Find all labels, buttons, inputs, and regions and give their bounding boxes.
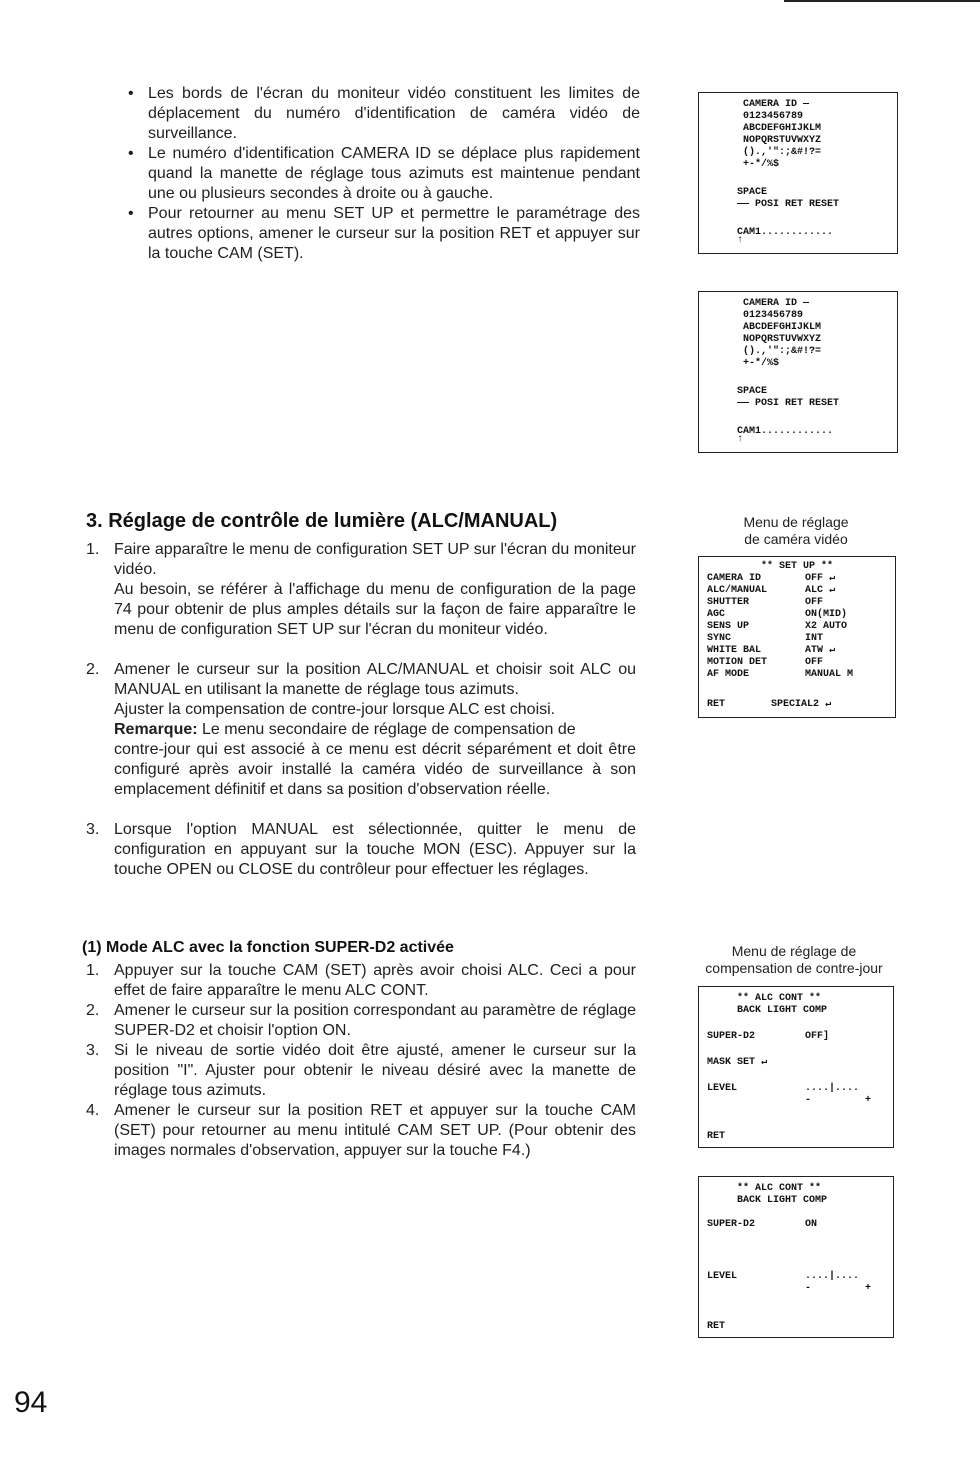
bullet-item: • Les bords de l'écran du moniteur vidéo constituent les limites de déplacement du numéro d'identification de caméra vidéo de surveillance. <box>128 85 640 142</box>
camera-id-screen-1: CAMERA ID ― 0123456789 ABCDEFGHIJKLM NOPQRSTUVWXYZ ().,'":;&#!?= +-*/%$ SPACE ―― POSI RET RESET CAM1............ ↑ <box>698 92 898 254</box>
sub1-step-1: 1. Appuyer sur la touche CAM (SET) après avoir choisi ALC. Ceci a pour effet de faire apparaître le menu ALC CONT. <box>86 962 636 999</box>
bullet-item: • Pour retourner au menu SET UP et permettre le paramétrage des autres options, amener le curseur sur la position RET et appuyer sur la touche CAM (SET). <box>128 205 640 262</box>
plus-icon: + <box>865 1095 872 1106</box>
section-heading: 3. Réglage de contrôle de lumière (ALC/MANUAL) <box>86 510 558 532</box>
screen-title: ** SET UP ** <box>761 561 834 572</box>
level-slider: ....|.... <box>805 1271 860 1282</box>
sub1-step-4: 4. Amener le curseur sur la position RET et appuyer sur la touche CAM (SET) pour retourner au menu intitulé CAM SET UP. (Pour obtenir des images normales d'observation, appuyer sur la touche F4.) <box>86 1102 636 1159</box>
minus-icon: - <box>805 1095 812 1106</box>
section3-step-2: 2. Amener le curseur sur la position ALC/MANUAL et choisir soit ALC ou MANUAL en utilisant la manette de réglage tous azimuts. Ajuster la compensation de contre-jour lorsque ALC est choisi. Remarque: Le menu secondaire de réglage de compensation de contre-jour qui est associé à ce menu est décrit séparément et doit être configuré après avoir installé la caméra vidéo de surveillance à son emplacement définitif et dans sa position d'observation réelle. <box>86 661 636 798</box>
level-slider: ....|.... <box>805 1083 860 1094</box>
bullet-list <box>128 84 640 264</box>
remark: Remarque: Le menu secondaire de réglage de compensation de contre-jour qui est associé à ce menu est décrit séparément et doit être configuré après avoir installé la caméra vidéo de surveillance à son emplacement définitif et dans sa position d'observation réelle. <box>114 721 636 798</box>
subsection-heading: (1) Mode ALC avec la fonction SUPER-D2 activée <box>82 939 454 956</box>
top-rule <box>784 0 980 2</box>
sub1-step-2: 2. Amener le curseur sur la position correspondant au paramètre de réglage SUPER-D2 et choisir l'option ON. <box>86 1002 636 1039</box>
alc-menu-caption: Menu de réglage de compensation de contre-jour <box>705 943 883 976</box>
setup-menu-screen: ** SET UP ** CAMERA ID OFF ↵ ALC/MANUAL ALC ↵ SHUTTER OFF AGC ON(MID) SENS UP X2 AUTO SYNC INT WHITE BAL ATW ↵ MOTION DET OFF AF MODE MANUAL M RET SPECIAL2 ↵ <box>698 556 896 718</box>
camera-id-screen-2: CAMERA ID ― 0123456789 ABCDEFGHIJKLM NOPQRSTUVWXYZ ().,'":;&#!?= +-*/%$ SPACE ―― POSI RET RESET CAM1............ ↑ <box>698 291 898 453</box>
screen-title: ** ALC CONT ** <box>737 993 822 1004</box>
sub1-step-3: 3. Si le niveau de sortie vidéo doit être ajusté, amener le curseur sur la position "I". Ajuster pour obtenir le niveau désiré avec la manette de réglage tous azimuts. <box>86 1042 636 1099</box>
cursor-arrow-icon: ↑ <box>737 235 744 246</box>
minus-icon: - <box>805 1283 812 1294</box>
alc-cont-screen-2: ** ALC CONT ** BACK LIGHT COMP SUPER-D2 ON LEVEL ....|.... - + RET <box>698 1176 894 1338</box>
setup-menu-caption: Menu de réglage de caméra vidéo <box>743 514 849 547</box>
alc-cont-screen-1: ** ALC CONT ** BACK LIGHT COMP SUPER-D2 OFF] MASK SET ↵ LEVEL ....|.... - + RET <box>698 986 894 1148</box>
screen-title: ** ALC CONT ** <box>737 1183 822 1194</box>
screen-title: CAMERA ID ― <box>743 99 810 110</box>
cursor-arrow-icon: ↑ <box>737 434 744 445</box>
screen-title: CAMERA ID ― <box>743 298 810 309</box>
section3-step-3: 3. Lorsque l'option MANUAL est sélectionnée, quitter le menu de configuration en appuyant sur la touche MON (ESC). Appuyer sur la touche OPEN ou CLOSE du contrôleur pour effectuer les réglages. <box>86 821 636 878</box>
bullet-item: • Le numéro d'identification CAMERA ID se déplace plus rapidement quand la manette de réglage tous azimuts est maintenue pendant une ou plusieurs secondes à droite ou à gauche. <box>128 145 640 202</box>
page-number: 94 <box>14 1386 48 1419</box>
plus-icon: + <box>865 1283 872 1294</box>
section3-step-1: 1. Faire apparaître le menu de configuration SET UP sur l'écran du moniteur vidéo. Au besoin, se référer à l'affichage du menu de configuration de la page 74 pour obtenir de plus amples détails sur la façon de faire apparaître le menu de configuration SET UP sur l'écran du moniteur vidéo. <box>86 541 636 638</box>
